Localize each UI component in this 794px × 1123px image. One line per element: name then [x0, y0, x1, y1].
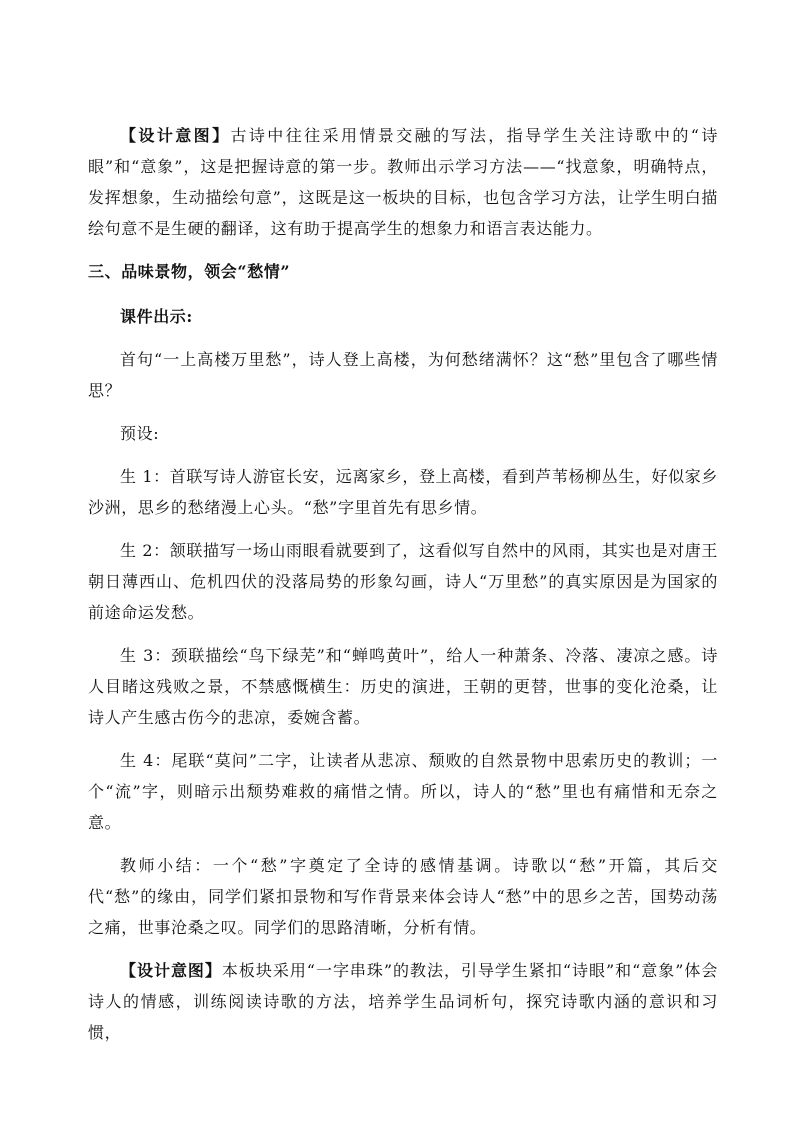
student-answer-3: 生 3：颈联描绘“鸟下绿芜”和“蝉鸣黄叶”，给人一种萧条、冷落、凄凉之感。诗人目睹这残败之景，不禁感慨横生：历史的演进，王朝的更替，世事的变化沧桑，让诗人产生感古伤今的悲凉，委婉含蓄。 — [88, 646, 718, 727]
design-intent-paragraph-2 — [88, 955, 718, 1048]
section-heading: 三、品味景物，领会“愁情” — [88, 262, 291, 281]
design-intent-label-2: 【设计意图】 — [120, 961, 222, 980]
student-answer-4: 生 4：尾联“莫问”二字，让读者从悲凉、颓败的自然景物中思索历史的教训；一个“流”字，则暗示出颓势难救的痛惜之情。所以，诗人的“愁”里也有痛惜和无奈之意。 — [88, 751, 718, 832]
document-page — [88, 120, 718, 1060]
design-intent-text-2: 本板块采用“一字串珠”的教法，引导学生紧扣“诗眼”和“意象”体会诗人的情感，训练阅读诗歌的方法，培养学生品词析句，探究诗歌内涵的意识和习惯， — [88, 961, 718, 1042]
courseware-label: 课件出示: — [120, 307, 193, 326]
teacher-summary: 教师小结：一个“愁”字奠定了全诗的感情基调。诗歌以“愁”开篇，其后交代“愁”的缘由，同学们紧扣景物和写作背景来体会诗人“愁”中的思乡之苦，国势动荡之痛，世事沧桑之叹。同学们的思路清晰，分析有情。 — [88, 856, 718, 937]
design-intent-text: 古诗中往往采用情景交融的写法，指导学生关注诗歌中的“诗眼”和“意象”，这是把握诗意的第一步。教师出示学习方法——“找意象，明确特点，发挥想象，生动描绘句意”，这既是这一板块的目标，也包含学习方法，让学生明白描绘句意不是生硬的翻译，这有助于提高学生的想象力和语言表达能力。 — [88, 126, 718, 238]
design-intent-label: 【设计意图】 — [120, 126, 231, 145]
student-answer-1: 生 1：首联写诗人游宦长安，远离家乡，登上高楼，看到芦苇杨柳丛生，好似家乡沙洲，思乡的愁绪漫上心头。“愁”字里首先有思乡情。 — [88, 467, 718, 517]
preset-label: 预设: — [120, 424, 160, 443]
question-paragraph: 首句“一上高楼万里愁”，诗人登上高楼，为何愁绪满怀？这“愁”里包含了哪些情思？ — [88, 350, 718, 400]
design-intent-paragraph-1 — [88, 120, 718, 244]
student-answer-2: 生 2：颔联描写一场山雨眼看就要到了，这看似写自然中的风雨，其实也是对唐王朝日薄西山、危机四伏的没落局势的形象勾画，诗人“万里愁”的真实原因是为国家的前途命运发愁。 — [88, 541, 718, 622]
